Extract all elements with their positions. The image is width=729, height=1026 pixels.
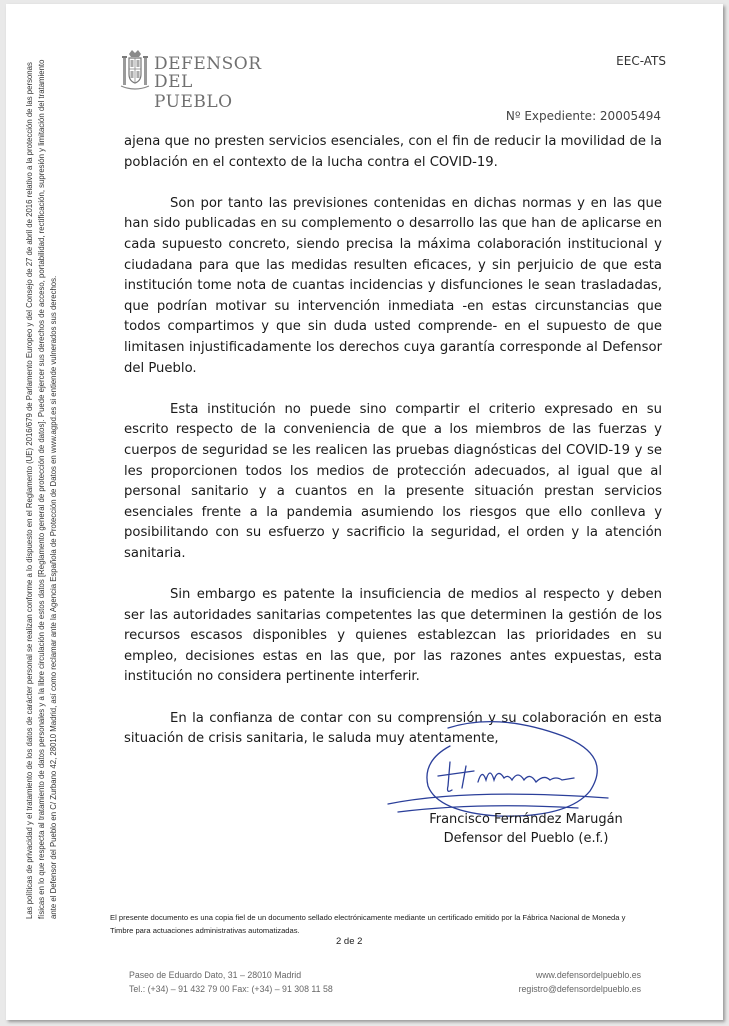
defensor-logo: [120, 48, 270, 112]
email-link[interactable]: registro@defensordelpueblo.es: [518, 984, 641, 994]
document-page: [6, 4, 723, 1020]
privacy-notice-line: ante el Defensor del Pueblo en C/ Zurbano 42, 28010 Madrid, así como reclamar ante la Agencia Española de Protección de Datos en www.agpd.es si entiende vulnerados sus derechos.: [49, 275, 58, 919]
logo-text-del-pueblo: DEL PUEBLO: [154, 72, 233, 112]
signer-name: Francisco Fernández Marugán: [429, 812, 623, 827]
footer-contact: [519, 968, 641, 996]
address-line: Paseo de Eduardo Dato, 31 – 28010 Madrid: [129, 970, 302, 980]
phone-line: Tel.: (+34) – 91 432 79 00 Fax: (+34) – 91 308 11 58: [129, 984, 333, 994]
electronic-seal-notice: El presente documento es una copia fiel de un documento sellado electrónicamente mediante un certificado emitido por la Fábrica Nacional de Moneda y Timbre para actuaciones administrativas automatizadas.: [110, 913, 626, 935]
letter-body: [124, 132, 662, 770]
body-paragraph: Son por tanto las previsiones contenidas en dichas normas y en las que han sido publicadas en su complemento o desarrollo las que han de aplicarse en cada supuesto concreto, siendo precisa la máxima colaboración institucional y ciudadana para que las medidas resulten eficaces, y sin perjuicio de que esta institución tome nota de cuantas incidencias y disfunciones le sean trasladadas, que podrían motivar su intervención inmediata -en estas circunstancias que todos compartimos y que sin duda usted comprende- en el supuesto de que limitasen injustificadamente los derechos cuya garantía corresponde al Defensor del Pueblo.: [124, 195, 662, 376]
page-number: 2 de 2: [336, 936, 363, 947]
website-link[interactable]: www.defensordelpueblo.es: [535, 970, 641, 980]
privacy-notice-line: Las políticas de privacidad y el tratamiento de los datos de carácter personal se realizan conforme a lo dispuesto en el Reglamento (UE) 2016/679 de Parlamento Europeo y del Consejo de 27 de abril de 2016 relativo a la protección de las personas: [25, 62, 34, 919]
document-code: EEC-ATS: [616, 54, 666, 68]
logo-text-defensor: DEFENSOR: [154, 54, 262, 74]
privacy-notice-sidebar: [24, 59, 80, 919]
body-paragraph: Sin embargo es patente la insuficiencia de medios al respecto y deben ser las autoridades sanitarias competentes las que determinen la gestión de los recursos escasos disponibles y quienes establezcan las prioridades en su empleo, decisiones estas en las que, por las razones antes expuestas, esta institución no considera pertinente interferir.: [124, 587, 662, 685]
body-paragraph: En la confianza de contar con su comprensión y su colaboración en esta situación de crisis sanitaria, le saluda muy atentamente,: [124, 710, 662, 747]
expediente-number: Nº Expediente: 20005494: [505, 109, 661, 123]
footer-address: [129, 968, 333, 996]
privacy-notice-line: físicas en lo que respecta al tratamiento de datos personales y a la libre circulación de estos datos [Reglamento general de protección de datos]. Puede ejercer sus derechos de acceso, portabilidad, rectificación, supresión y limitación del tratamiento: [37, 59, 46, 919]
signer-block: [426, 810, 626, 848]
coat-of-arms-icon: [120, 48, 150, 92]
body-paragraph: Esta institución no puede sino compartir el criterio expresado en su escrito respecto de la conveniencia de que a los miembros de las fuerzas y cuerpos de seguridad se les realicen las pruebas diagnósticas del COVID-19 y se les proporcionen todos los medios de protección adecuados, al igual que al personal sanitario y a cuantos en la presente situación prestan servicios esenciales frente a la pandemia asumiendo los riesgos que ello conlleva y posibilitando con su esfuerzo y sacrificio la seguridad, el orden y la atención sanitaria.: [124, 401, 662, 561]
signer-title: Defensor del Pueblo (e.f.): [443, 831, 609, 846]
body-paragraph: ajena que no presten servicios esenciales, con el fin de reducir la movilidad de la población en el contexto de la lucha contra el COVID-19.: [124, 134, 662, 170]
